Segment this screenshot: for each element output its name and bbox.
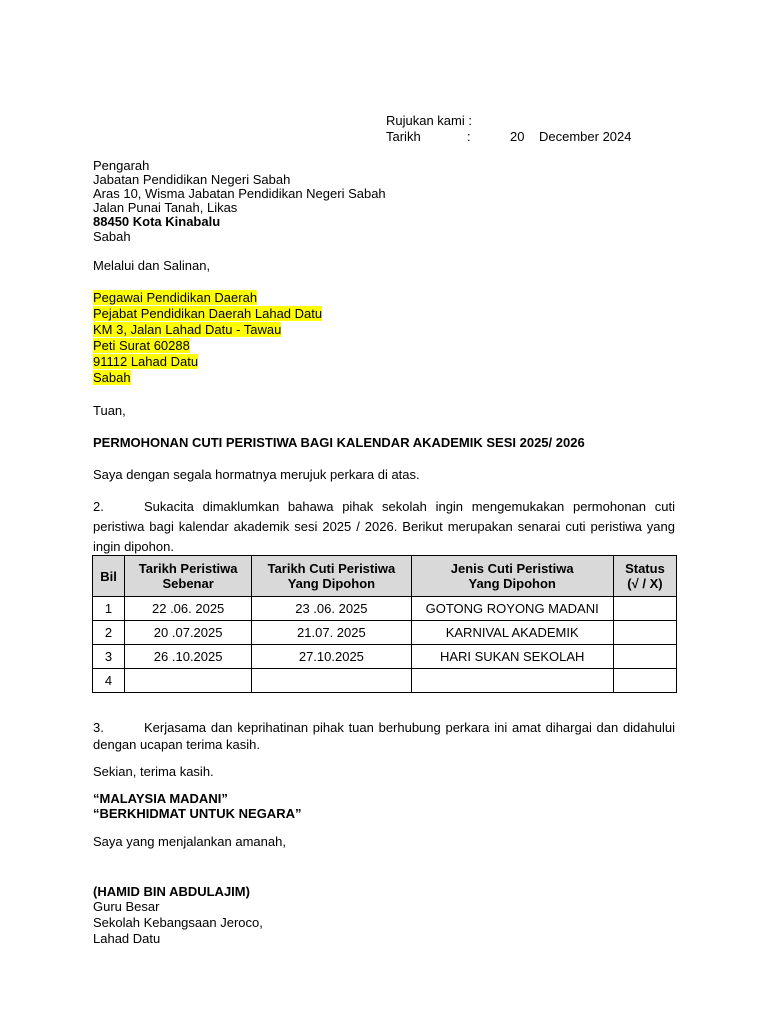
recipient-line: Jabatan Pendidikan Negeri Sabah	[93, 172, 291, 187]
copy-to-line: Peti Surat 60288	[93, 338, 190, 353]
cell-requested-date: 23 .06. 2025	[252, 597, 411, 621]
header-leave-type: Jenis Cuti Peristiwa Yang Dipohon	[411, 556, 613, 597]
motto-line-2: “BERKHIDMAT UNTUK NEGARA”	[93, 806, 302, 821]
date-day: 20	[510, 129, 525, 144]
cell-actual-date: 26 .10.2025	[125, 645, 252, 669]
signatory-school: Sekolah Kebangsaan Jeroco,	[93, 915, 263, 930]
paragraph-2-number: 2.	[93, 499, 104, 514]
table-row	[93, 669, 677, 693]
paragraph-3-text: Kerjasama dan keprihatinan pihak tuan berhubung perkara ini amat dihargai dan didahului dengan ucapan terima kasih.	[93, 720, 675, 752]
copy-to-line: KM 3, Jalan Lahad Datu - Tawau	[93, 322, 282, 337]
copy-to-line: Pegawai Pendidikan Daerah	[93, 290, 258, 305]
signatory-name: (HAMID BIN ABDULAJIM)	[93, 884, 250, 899]
closing-line: Sekian, terima kasih.	[93, 764, 214, 779]
cell-status	[613, 669, 676, 693]
cell-requested-date: 21.07. 2025	[252, 621, 411, 645]
subject-heading: PERMOHONAN CUTI PERISTIWA BAGI KALENDAR AKADEMIK SESI 2025/ 2026	[93, 435, 585, 450]
header-bil: Bil	[93, 556, 125, 597]
table-row	[93, 597, 677, 621]
recipient-line: Jalan Punai Tanah, Likas	[93, 200, 238, 215]
table-row	[93, 621, 677, 645]
cell-requested-date: 27.10.2025	[252, 645, 411, 669]
recipient-postcode-line: 88450 Kota Kinabalu	[93, 214, 221, 229]
cell-actual-date: 20 .07.2025	[125, 621, 252, 645]
paragraph-2	[93, 497, 675, 557]
date-label: Tarikh	[386, 129, 421, 144]
cell-actual-date: 22 .06. 2025	[125, 597, 252, 621]
cell-bil: 3	[93, 645, 125, 669]
cell-leave-type: KARNIVAL AKADEMIK	[411, 621, 613, 645]
date-colon: :	[467, 129, 471, 144]
via-label: Melalui dan Salinan,	[93, 258, 211, 273]
cell-requested-date	[252, 669, 411, 693]
header-requested-date: Tarikh Cuti Peristiwa Yang Dipohon	[252, 556, 411, 597]
signatory-title: Guru Besar	[93, 899, 160, 914]
copy-to-line: 91112 Lahad Datu	[93, 354, 199, 369]
cell-actual-date	[125, 669, 252, 693]
paragraph-2-text: Sukacita dimaklumkan bahawa pihak sekolah ingin mengemukakan permohonan cuti peristiwa bagi kalendar akademik sesi 2025 / 2026. Berikut merupakan senarai cuti peristiwa yang ingin dipohon.	[93, 499, 675, 554]
cell-status	[613, 645, 676, 669]
leave-request-table	[92, 555, 677, 693]
copy-to-line: Pejabat Pendidikan Daerah Lahad Datu	[93, 306, 323, 321]
recipient-line: Pengarah	[93, 158, 150, 173]
paragraph-3-number: 3.	[93, 720, 104, 735]
recipient-line: Aras 10, Wisma Jabatan Pendidikan Negeri Sabah	[93, 186, 386, 201]
cell-leave-type: HARI SUKAN SEKOLAH	[411, 645, 613, 669]
table-header-row	[93, 556, 677, 597]
signatory-place: Lahad Datu	[93, 931, 161, 946]
paragraph-3	[93, 719, 675, 753]
cell-bil: 2	[93, 621, 125, 645]
salutation: Tuan,	[93, 403, 126, 418]
recipient-line: Sabah	[93, 229, 131, 244]
cell-bil: 4	[93, 669, 125, 693]
cell-leave-type	[411, 669, 613, 693]
reference-label: Rujukan kami :	[386, 113, 472, 128]
copy-to-line: Sabah	[93, 370, 131, 385]
cell-status	[613, 621, 676, 645]
motto-line-1: “MALAYSIA MADANI”	[93, 791, 228, 806]
cell-bil: 1	[93, 597, 125, 621]
table-row	[93, 645, 677, 669]
sign-off: Saya yang menjalankan amanah,	[93, 834, 286, 849]
header-actual-date: Tarikh Peristiwa Sebenar	[125, 556, 252, 597]
header-status: Status (√ / X)	[613, 556, 676, 597]
cell-leave-type: GOTONG ROYONG MADANI	[411, 597, 613, 621]
cell-status	[613, 597, 676, 621]
date-month-year: December 2024	[539, 129, 632, 144]
paragraph-1: Saya dengan segala hormatnya merujuk perkara di atas.	[93, 467, 420, 482]
